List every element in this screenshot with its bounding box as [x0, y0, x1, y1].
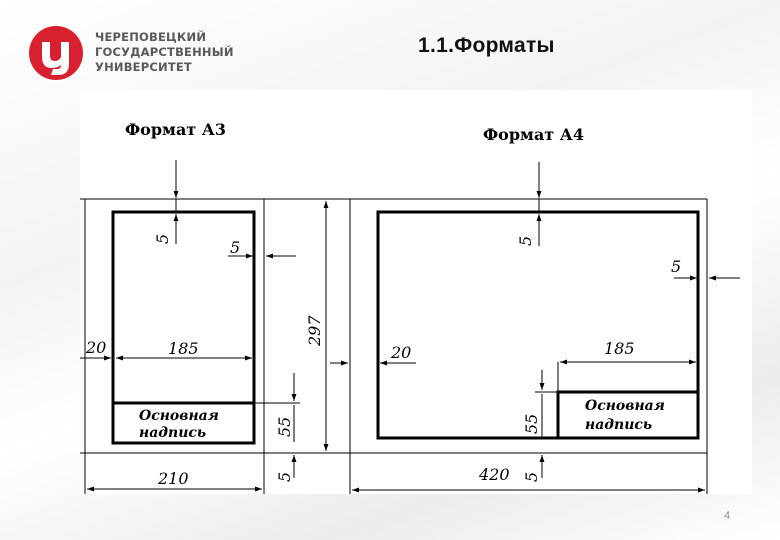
a4-stamp-label-2: надпись	[139, 425, 207, 441]
a3-dim-stamp: 55	[522, 413, 541, 434]
a3-dim-total: 420	[479, 465, 510, 484]
page-number: 4	[724, 510, 731, 522]
a3-dim-right: 5	[671, 257, 682, 276]
formats-drawing-svg	[80, 90, 752, 494]
a3-dim-top: 5	[516, 235, 535, 246]
university-logo-icon	[28, 25, 84, 81]
a3-heading: Формат А3	[125, 120, 226, 139]
a3-dim-left: 20	[391, 343, 412, 362]
a3-stamp-label-2: надпись	[585, 417, 653, 433]
a4-stamp-label-1: Основная	[139, 408, 219, 424]
slide-title: 1.1.Форматы	[418, 34, 555, 57]
formats-drawing	[80, 90, 752, 494]
a3-dim-width: 185	[604, 339, 635, 358]
a4-dim-top: 5	[153, 233, 172, 244]
a4-dim-stamp: 55	[275, 416, 294, 437]
a3-stamp-label-1: Основная	[585, 398, 665, 414]
university-name	[95, 30, 234, 75]
a3-dim-bottom: 5	[522, 471, 541, 482]
university-line-3: УНИВЕРСИТЕТ	[95, 60, 192, 74]
a4-dim-left: 20	[86, 338, 107, 357]
a4-heading: Формат А4	[483, 125, 584, 144]
a4-dim-width: 185	[168, 339, 199, 358]
dim-height: 297	[305, 315, 324, 346]
university-line-1: ЧЕРЕПОВЕЦКИЙ	[95, 30, 207, 44]
a4-dim-bottom: 5	[275, 471, 294, 482]
a4-dim-right: 5	[230, 238, 241, 257]
university-line-2: ГОСУДАРСТВЕННЫЙ	[95, 45, 234, 59]
a4-dim-total: 210	[158, 469, 189, 488]
